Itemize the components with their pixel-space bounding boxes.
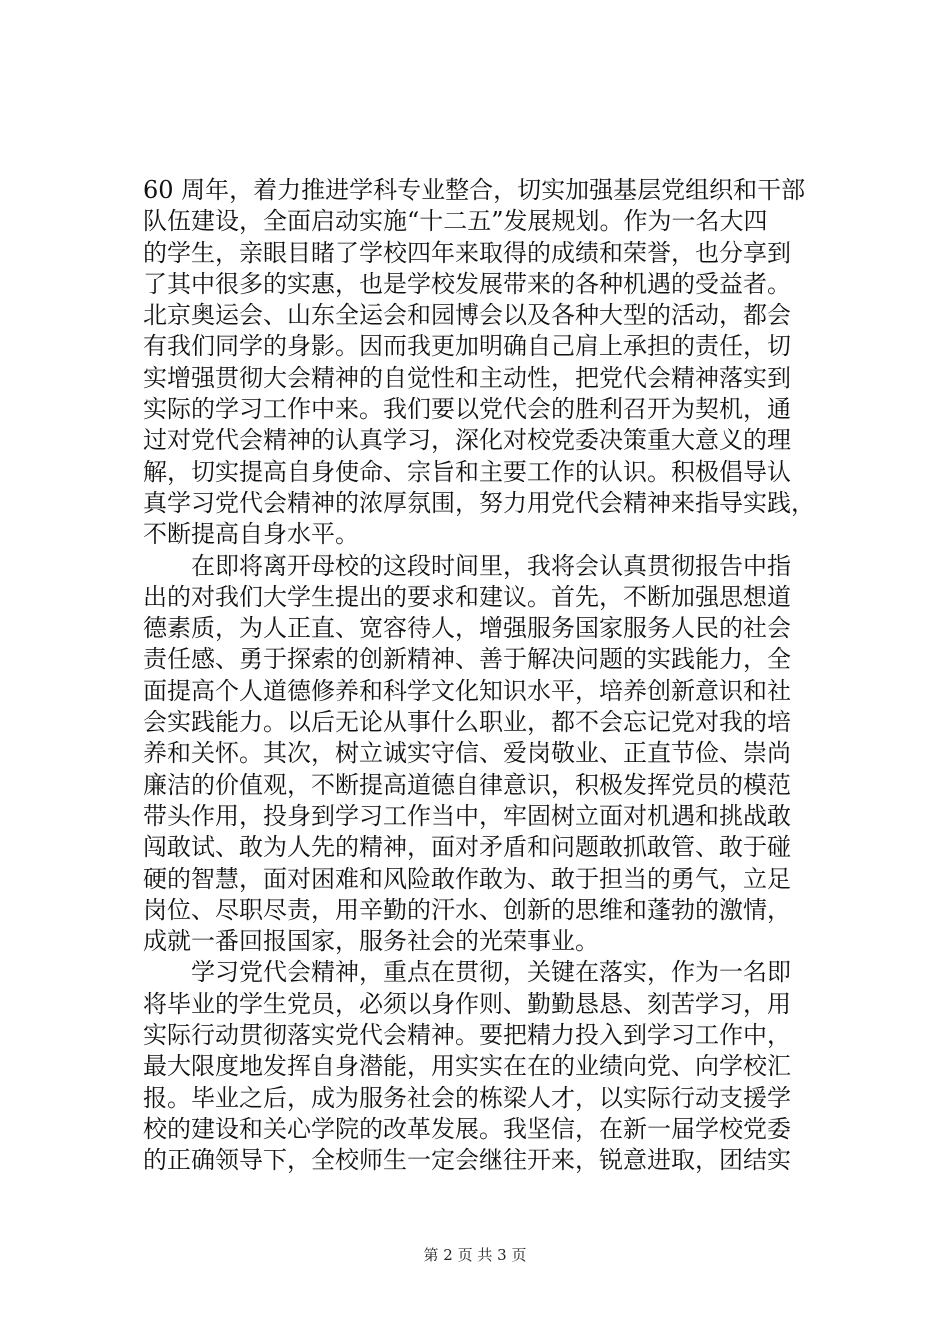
body-text xyxy=(143,175,843,1177)
text-line: 过对党代会精神的认真学习，深化对校党委决策重大意义的理 xyxy=(143,426,791,455)
text-line: 将毕业的学生党员，必须以身作则、勤勤恳恳、刻苦学习，用 xyxy=(143,989,791,1018)
text-line: 养和关怀。其次，树立诚实守信、爱岗敬业、正直节俭、崇尚 xyxy=(143,739,791,768)
text-line: 廉洁的价值观，不断提高道德自律意识，积极发挥党员的模范 xyxy=(143,770,791,799)
text-line: 不断提高自身水平。 xyxy=(143,520,359,549)
text-line: 成就一番回报国家，服务社会的光荣事业。 xyxy=(143,927,599,956)
text-line: 了其中很多的实惠，也是学校发展带来的各种机遇的受益者。 xyxy=(143,269,791,298)
page-footer: 第 2 页 共 3 页 xyxy=(423,1246,527,1264)
text-line: 最大限度地发挥自身潜能，用实实在在的业绩向党、向学校汇 xyxy=(143,1052,791,1081)
text-line: 硬的智慧，面对困难和风险敢作敢为、敢于担当的勇气，立足 xyxy=(143,864,791,893)
text-line: 60 周年，着力推进学科专业整合，切实加强基层党组织和干部 xyxy=(143,176,806,204)
text-line: 的正确领导下，全校师生一定会继往开来，锐意进取，团结实 xyxy=(143,1146,791,1175)
text-line: 实际行动贯彻落实党代会精神。要把精力投入到学习工作中， xyxy=(143,1021,791,1050)
text-line: 责任感、勇于探索的创新精神、善于解决问题的实践能力，全 xyxy=(143,645,791,674)
text-line: 实际的学习工作中来。我们要以党代会的胜利召开为契机，通 xyxy=(143,395,791,424)
text-line: 有我们同学的身影。因而我更加明确自己肩上承担的责任，切 xyxy=(143,332,791,361)
text-line: 在即将离开母校的这段时间里，我将会认真贯彻报告中指 xyxy=(143,551,791,580)
text-line: 岗位、尽职尽责，用辛勤的汗水、创新的思维和蓬勃的激情， xyxy=(143,895,791,924)
text-line: 实增强贯彻大会精神的自觉性和主动性，把党代会精神落实到 xyxy=(143,363,791,392)
text-line: 带头作用，投身到学习工作当中，牢固树立面对机遇和挑战敢 xyxy=(143,801,791,830)
text-line: 解，切实提高自身使命、宗旨和主要工作的认识。积极倡导认 xyxy=(143,457,791,486)
text-line: 面提高个人道德修养和科学文化知识水平，培养创新意识和社 xyxy=(143,676,791,705)
text-line: 会实践能力。以后无论从事什么职业，都不会忘记党对我的培 xyxy=(143,708,791,737)
text-line: 校的建设和关心学院的改革发展。我坚信，在新一届学校党委 xyxy=(143,1114,791,1143)
text-line: 德素质，为人正直、宽容待人，增强服务国家服务人民的社会 xyxy=(143,614,791,643)
text-line: 北京奥运会、山东全运会和园博会以及各种大型的活动，都会 xyxy=(143,301,791,330)
text-line: 闯敢试、敢为人先的精神，面对矛盾和问题敢抓敢管、敢于碰 xyxy=(143,833,791,862)
text-line: 队伍建设，全面启动实施“十二五”发展规划。作为一名大四 xyxy=(143,207,768,236)
text-line: 的学生，亲眼目睹了学校四年来取得的成绩和荣誉，也分享到 xyxy=(143,238,791,267)
text-line: 出的对我们大学生提出的要求和建议。首先，不断加强思想道 xyxy=(143,582,791,611)
text-line: 真学习党代会精神的浓厚氛围，努力用党代会精神来指导实践， xyxy=(143,488,815,517)
text-line: 报。毕业之后，成为服务社会的栋梁人才，以实际行动支援学 xyxy=(143,1083,791,1112)
text-line: 学习党代会精神，重点在贯彻，关键在落实，作为一名即 xyxy=(143,958,791,987)
